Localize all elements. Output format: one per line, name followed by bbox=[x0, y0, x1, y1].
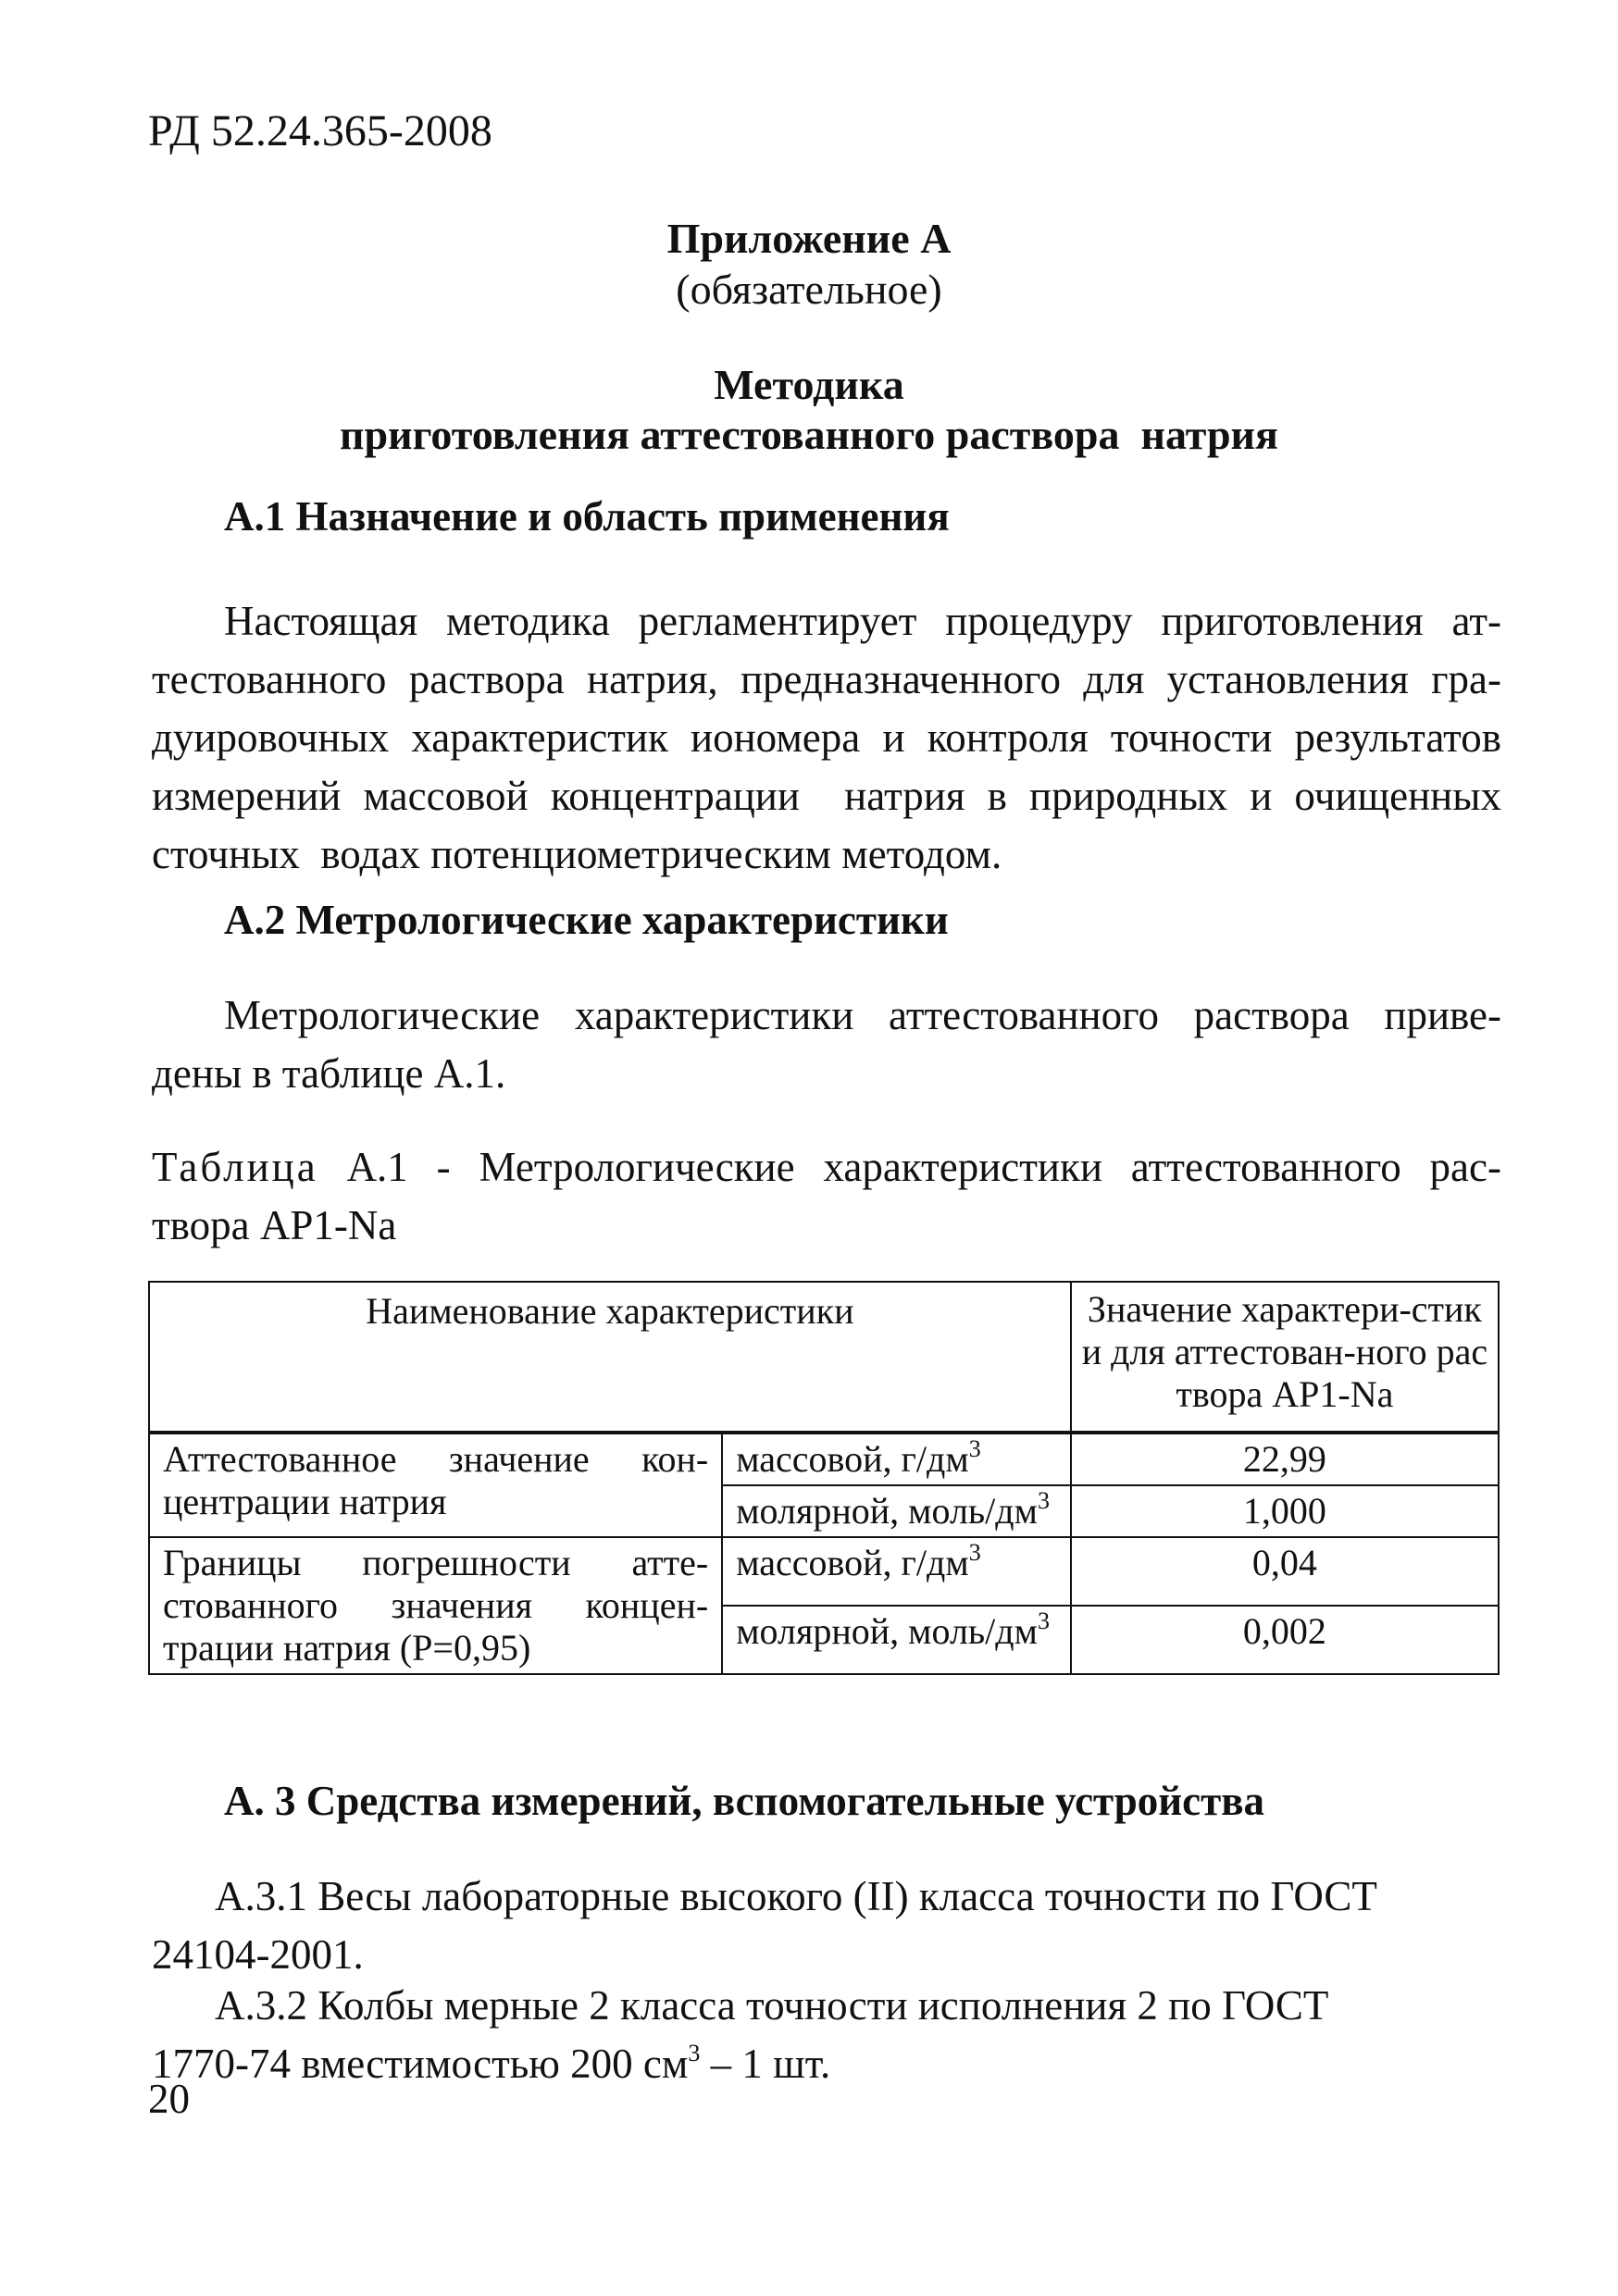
paragraph-line: сточных водах потенциометрическим методом. bbox=[152, 831, 1002, 877]
item-line: А.3.1 Весы лабораторные высокого (II) класса точности по ГОСТ bbox=[215, 1873, 1377, 1919]
item-line: А.3.2 Колбы мерные 2 класса точности исполнения 2 по ГОСТ bbox=[215, 1982, 1329, 2029]
section-a2-heading: А.2 Метрологические характеристики bbox=[224, 897, 949, 943]
appendix-title: Приложение А bbox=[666, 215, 952, 262]
metrology-table bbox=[148, 1281, 1500, 1675]
paragraph-line: измерений массовой концентрации натрия в природных и очищенных bbox=[152, 773, 1501, 819]
table-row bbox=[149, 1433, 1499, 1485]
appendix-status: (обязательное) bbox=[676, 266, 942, 313]
item-a3-2 bbox=[152, 1977, 1503, 2093]
table-caption bbox=[152, 1138, 1501, 1255]
unit-superscript: 3 bbox=[1037, 1607, 1050, 1634]
table-caption-label: Таблица bbox=[152, 1144, 318, 1190]
table-caption-line2: твора АР1-Na bbox=[152, 1202, 397, 1248]
table-header-row bbox=[149, 1282, 1499, 1433]
row-value: 22,99 bbox=[1071, 1433, 1499, 1485]
section-a1-paragraph bbox=[152, 592, 1501, 884]
row-unit bbox=[722, 1485, 1071, 1537]
unit-text: молярной, моль/дм bbox=[736, 1490, 1038, 1532]
paragraph-line: дены в таблице А.1. bbox=[152, 1050, 506, 1097]
unit-text: молярной, моль/дм bbox=[736, 1610, 1038, 1652]
row-unit bbox=[722, 1537, 1071, 1606]
header-value-text: Значение характери-стики для аттестован-ного раствора АР1-Na bbox=[1081, 1288, 1488, 1415]
table-header-name: Наименование характеристики bbox=[149, 1282, 1071, 1433]
row-value: 0,002 bbox=[1071, 1606, 1499, 1674]
row-unit bbox=[722, 1433, 1071, 1485]
item-line: 24104-2001. bbox=[152, 1931, 364, 1978]
section-a2-paragraph bbox=[152, 987, 1501, 1103]
method-title: Методика bbox=[714, 361, 904, 408]
unit-text: массовой, г/дм bbox=[736, 1542, 969, 1583]
table-caption-text: А.1 - Метрологические характеристики аттестованного рас- bbox=[317, 1144, 1501, 1190]
row-name: Границы погрешности атте-стованного значения концен-трации натрия (Р=0,95) bbox=[149, 1537, 722, 1674]
paragraph-line: Настоящая методика регламентирует процедуру приготовления ат- bbox=[224, 598, 1501, 644]
paragraph-line: Метрологические характеристики аттестованного раствора приве- bbox=[224, 992, 1501, 1038]
unit-text: массовой, г/дм bbox=[736, 1438, 969, 1480]
unit-superscript: 3 bbox=[688, 2040, 701, 2066]
item-text: 1770-74 вместимостью 200 см bbox=[152, 2041, 689, 2087]
document-code: РД 52.24.365-2008 bbox=[148, 106, 492, 155]
table-row bbox=[149, 1537, 1499, 1606]
item-text: – 1 шт. bbox=[700, 2041, 831, 2087]
paragraph-line: дуировочных характеристик иономера и контроля точности результатов bbox=[152, 714, 1501, 761]
row-value: 1,000 bbox=[1071, 1485, 1499, 1537]
item-line bbox=[152, 2035, 1503, 2093]
page-number: 20 bbox=[148, 2076, 190, 2122]
row-unit bbox=[722, 1606, 1071, 1674]
unit-superscript: 3 bbox=[968, 1538, 981, 1566]
unit-superscript: 3 bbox=[1037, 1486, 1050, 1514]
paragraph-line: тестованного раствора натрия, предназначенного для установления гра- bbox=[152, 656, 1501, 702]
section-a1-heading: А.1 Назначение и область применения bbox=[224, 493, 950, 540]
item-a3-1 bbox=[152, 1868, 1503, 1984]
unit-superscript: 3 bbox=[968, 1434, 981, 1462]
method-subtitle: приготовления аттестованного раствора натрия bbox=[340, 411, 1278, 458]
row-name: Аттестованное значение кон-центрации натрия bbox=[149, 1433, 722, 1537]
section-a3-heading: А. 3 Средства измерений, вспомогательные устройства bbox=[224, 1778, 1265, 1824]
row-value: 0,04 bbox=[1071, 1537, 1499, 1606]
table-header-value bbox=[1071, 1282, 1499, 1433]
